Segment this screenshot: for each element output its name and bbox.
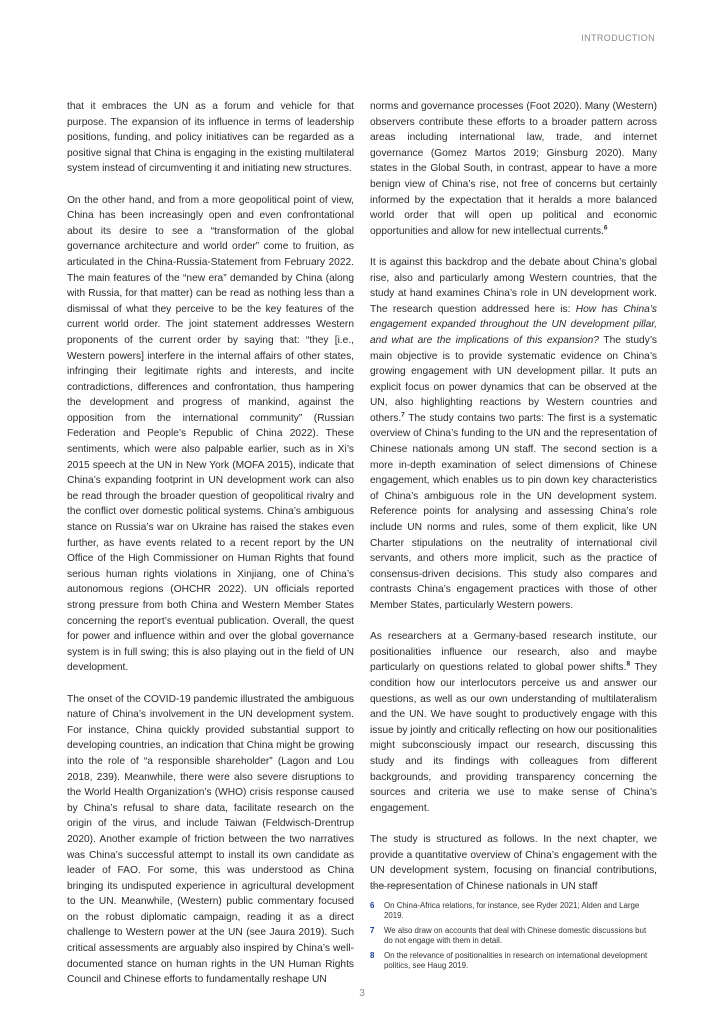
footnotes bbox=[370, 886, 657, 975]
right-column bbox=[370, 99, 657, 910]
footnote bbox=[370, 926, 657, 947]
footnote-text: On China-Africa relations, for instance, see Ryder 2021; Alden and Large 2019. bbox=[384, 901, 640, 921]
footnote-number: 6 bbox=[370, 901, 375, 910]
footnote-ref[interactable]: 8 bbox=[626, 660, 631, 668]
paragraph-text: They condition how our interlocutors perceive us and answer our questions, as well as our own understanding of multilateralism and the UN. We have sought to productively engage with this issue by jointly and critically reflecting on how our positionalities might subconsciously impact our research, discussing this study and its findings with colleagues from different backgrounds, and providing transparency concerning the sources and criteria we use to make sense of China’s engagement. bbox=[370, 662, 657, 814]
footnote-divider bbox=[370, 886, 406, 887]
paragraph-text: As researchers at a Germany-based research institute, our positionalities influence our research, also and maybe particularly on questions related to global power shifts. bbox=[370, 631, 657, 674]
paragraph-text: norms and governance processes (Foot 2020). Many (Western) observers contribute these efforts to a broader pattern across areas including international law, trade, and internet governance (Gomez Martos 2019; Ginsburg 2020). Many states in the Global South, in contrast, appear to have a more benign view of China’s rise, not free of concerns but certainly informed by the expectation that it heralds a more balanced world order that will open up political and economic opportunities and allow for new intellectual currents. bbox=[370, 101, 657, 237]
paragraph-text: It is against this backdrop and the debate about China’s global rise, also and particularly among Western countries, that the study at hand examines China’s role in UN development work. The research question addressed here is: bbox=[370, 256, 657, 315]
footnote-ref[interactable]: 7 bbox=[401, 411, 405, 419]
paragraph-text: The study’s main objective is to provide systematic evidence on China’s growing engagement with UN development pillar. It puts an explicit focus on power dynamics that can be observed at the UN, also highlighting reactions by Western countries and others. bbox=[370, 334, 657, 424]
footnote-number: 8 bbox=[370, 950, 375, 960]
footnote-text: We also draw on accounts that deal with Chinese domestic discussions but do not engage with them in detail. bbox=[384, 925, 647, 946]
paragraph: On the other hand, and from a more geopolitical point of view, China has been increasingly open and even confrontational about its desire to see a “transformation of the global governance architecture and world order” come to fruition, as articulated in the China-Russia-Statement from February 2022. The main features of the “new era” demanded by China (along with Russia, for that matter) can be read as nothing less than a dismissal of what they perceive to be the key features of the current world order. The joint statement addresses Western proponents of the current order by saying that: “they [i.e., Western powers] interfere in the internal affairs of other states, infringing their legitimate rights and interests, and incite contradictions, differences and confrontation, thus hampering the development and progress of mankind, against the opposition from the international community” (Russian Federation and People’s Republic of China 2022). These sentiments, which were also palpable earlier, such as in Xi’s 2015 speech at the UN in New York (MOFA 2015), indicate that China’s expanding footprint in UN development work can also be read through the broader question of geopolitical rivalry and the conflict over domestic political systems. China’s ambiguous stance on Russia’s war on Ukraine has raised the stakes even further, as have events related to a recent report by the UN Office of the High Commissioner on Human Rights that found serious human rights violations in Xinjiang, one of China’s autonomous regions (OHCHR 2022). UN officials reported strong pressure from both China and Western Member States concerning the report’s eventual publication. Overall, the quest for power and influence within and over the global governance system is in full swing; this is also playing out in the field of UN development. bbox=[67, 194, 354, 674]
page-number: 3 bbox=[359, 988, 365, 999]
paragraph bbox=[370, 99, 657, 239]
research-question: How has China’s engagement expanded throughout the UN development pillar, and what are the implications of this expansion? bbox=[370, 303, 657, 346]
footnote-number: 7 bbox=[370, 925, 375, 935]
footnote-ref[interactable]: 6 bbox=[603, 224, 608, 232]
footnote bbox=[370, 951, 657, 972]
paragraph bbox=[370, 255, 657, 614]
paragraph: The study is structured as follows. In the next chapter, we provide a quantitative overview of China’s engagement with the UN development system, focusing on financial contributions, the representation of Chinese nationals in UN staff bbox=[370, 833, 657, 892]
paragraph: The onset of the COVID-19 pandemic illustrated the ambiguous nature of China’s involvement in the UN development system. For instance, China quickly provided substantial support to developing countries, an indication that China might be growing into the role of “a responsible shareholder” (Lagon and Lou 2018, 239). Meanwhile, there were also severe disruptions to the World Health Organization’s (WHO) crisis response caused by China’s refusal to share data, facilitate research on the origin of the virus, and include Taiwan (Feldwisch-Drentrup 2020). Another example of friction between the two narratives was China’s successful attempt to install its own candidate as leader of FAO. For some, this was understood as China bringing its undisputed experience in agricultural development to the UN. Meanwhile, (Western) public commentary focused on the robust diplomatic campaign, reading it as a direct challenge to Western power at the UN (see Jaura 2019). Such critical assessments are arguably also inspired by China’s well-documented stance on human rights in the UN Human Rights Council and Chinese efforts to fundamentally reshape UN bbox=[67, 693, 354, 986]
left-column bbox=[67, 99, 354, 1003]
paragraph-text: The study contains two parts: The first is a systematic overview of China’s funding to the UN and the representation of Chinese nationals among UN staff. The second section is a more in-depth examination of select dimensions of Chinese engagement, which enables us to pin down key characteristics of China’s ambiguous role in the UN development system. Reference points for analysing and assessing China’s role include UN norms and rules, some of them explicit, like UN Charter stipulations on the neutrality of international civil servants, and others more implicit, such as the practice of consensus-driven decisions. This study also compares and contrasts China’s engagement practices with those of other Member States, particularly Western powers. bbox=[370, 412, 657, 611]
footnote bbox=[370, 901, 657, 922]
paragraph: that it embraces the UN as a forum and vehicle for that purpose. The expansion of its influence in terms of leadership positions, funding, and policy initiatives can be regarded as a positive signal that China is engaging in the existing multilateral system instead of circumventing it and initiating new structures. bbox=[67, 101, 354, 175]
running-head: INTRODUCTION bbox=[581, 33, 655, 43]
paragraph bbox=[370, 629, 657, 816]
footnote-text: On the relevance of positionalities in research on international development politics, see Haug 2019. bbox=[384, 950, 648, 971]
